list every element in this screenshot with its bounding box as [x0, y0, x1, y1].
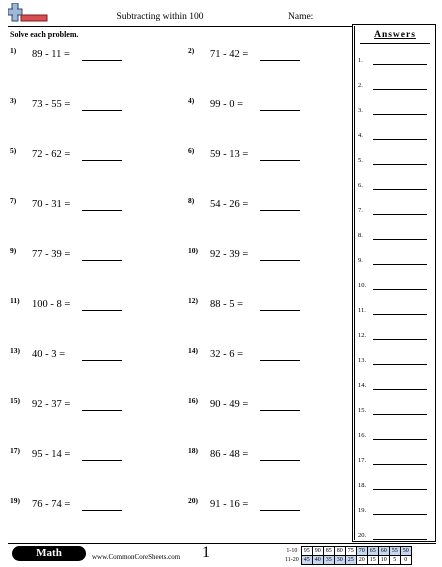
answer-number: 12.	[358, 332, 367, 339]
answer-line[interactable]	[373, 214, 427, 215]
answer-line[interactable]	[373, 364, 427, 365]
score-key-cell: 5	[389, 556, 400, 565]
answer-line[interactable]	[373, 539, 427, 540]
problem-number: 11)	[10, 296, 20, 305]
score-key-cell: 25	[345, 556, 356, 565]
answer-blank[interactable]	[82, 410, 122, 411]
answer-number: 2.	[358, 82, 363, 89]
problem-20	[188, 496, 358, 516]
answer-blank[interactable]	[260, 160, 300, 161]
answer-line[interactable]	[373, 439, 427, 440]
problem-15	[10, 396, 180, 416]
answer-row-12	[358, 332, 430, 344]
answer-blank[interactable]	[260, 410, 300, 411]
answers-title-rule	[360, 43, 430, 44]
score-key-cell: 45	[301, 556, 312, 565]
score-key-cell: 30	[334, 556, 345, 565]
answer-row-15	[358, 407, 430, 419]
answer-number: 11.	[358, 307, 366, 314]
problem-expression: 99 - 0 =	[210, 99, 244, 110]
answer-blank[interactable]	[82, 260, 122, 261]
answer-row-14	[358, 382, 430, 394]
problem-expression: 40 - 3 =	[32, 349, 66, 360]
problem-12	[188, 296, 358, 316]
problem-number: 16)	[188, 396, 198, 405]
problem-number: 12)	[188, 296, 198, 305]
score-key-cell: 0	[400, 556, 411, 565]
answer-blank[interactable]	[260, 60, 300, 61]
answer-number: 15.	[358, 407, 367, 414]
answer-number: 1.	[358, 57, 363, 64]
problem-expression: 100 - 8 =	[32, 299, 71, 310]
answer-row-7	[358, 207, 430, 219]
answer-blank[interactable]	[82, 210, 122, 211]
answer-row-2	[358, 82, 430, 94]
answer-line[interactable]	[373, 339, 427, 340]
score-key-cell: 15	[367, 556, 378, 565]
problem-5	[10, 146, 180, 166]
answer-line[interactable]	[373, 64, 427, 65]
answer-line[interactable]	[373, 164, 427, 165]
problem-number: 2)	[188, 46, 195, 55]
problem-expression: 70 - 31 =	[32, 199, 71, 210]
score-key-cell: 55	[389, 547, 400, 556]
answer-row-5	[358, 157, 430, 169]
problem-expression: 91 - 16 =	[210, 499, 249, 510]
instructions: Solve each problem.	[10, 30, 79, 39]
footer-divider	[8, 543, 436, 544]
answer-number: 18.	[358, 482, 367, 489]
score-key-cell: 20	[356, 556, 367, 565]
answer-line[interactable]	[373, 414, 427, 415]
problem-14	[188, 346, 358, 366]
score-key-cell: 70	[356, 547, 367, 556]
answer-line[interactable]	[373, 314, 427, 315]
answer-number: 19.	[358, 507, 367, 514]
problem-expression: 90 - 49 =	[210, 399, 249, 410]
problem-expression: 95 - 14 =	[32, 449, 71, 460]
problem-18	[188, 446, 358, 466]
answer-number: 6.	[358, 182, 363, 189]
answer-row-18	[358, 482, 430, 494]
answer-line[interactable]	[373, 189, 427, 190]
problem-expression: 71 - 42 =	[210, 49, 249, 60]
answer-line[interactable]	[373, 389, 427, 390]
score-key-label: 1-10	[286, 548, 298, 554]
score-key-cell: 95	[301, 547, 312, 556]
answer-row-8	[358, 232, 430, 244]
name-label: Name:	[288, 12, 314, 22]
score-key-cell: 65	[367, 547, 378, 556]
problem-number: 8)	[188, 196, 195, 205]
answer-blank[interactable]	[260, 360, 300, 361]
answer-number: 13.	[358, 357, 367, 364]
score-key-label: 11-20	[285, 557, 299, 563]
score-key-row-2	[284, 556, 411, 565]
problem-expression: 32 - 6 =	[210, 349, 244, 360]
problem-number: 19)	[10, 496, 20, 505]
score-key-cell: 40	[312, 556, 323, 565]
answer-row-1	[358, 57, 430, 69]
problem-number: 14)	[188, 346, 198, 355]
problem-16	[188, 396, 358, 416]
answer-number: 7.	[358, 207, 363, 214]
answer-blank[interactable]	[260, 260, 300, 261]
answer-row-6	[358, 182, 430, 194]
answer-line[interactable]	[373, 264, 427, 265]
answer-row-3	[358, 107, 430, 119]
answer-row-4	[358, 132, 430, 144]
problem-expression: 72 - 62 =	[32, 149, 71, 160]
problem-expression: 77 - 39 =	[32, 249, 71, 260]
score-key-cell: 10	[378, 556, 389, 565]
header-divider	[8, 26, 352, 27]
problem-expression: 76 - 74 =	[32, 499, 71, 510]
score-key-table	[284, 546, 412, 565]
answer-number: 17.	[358, 457, 367, 464]
answer-line[interactable]	[373, 514, 427, 515]
answer-number: 10.	[358, 282, 367, 289]
problem-6	[188, 146, 358, 166]
answer-blank[interactable]	[260, 210, 300, 211]
answer-number: 8.	[358, 232, 363, 239]
answer-blank[interactable]	[82, 460, 122, 461]
answer-line[interactable]	[373, 289, 427, 290]
worksheet-title: Subtracting within 100	[116, 12, 204, 22]
answer-line[interactable]	[373, 114, 427, 115]
answers-panel-divider	[354, 26, 355, 540]
footer-url: www.CommonCoreSheets.com	[92, 553, 181, 561]
problem-number: 6)	[188, 146, 195, 155]
problem-expression: 88 - 5 =	[210, 299, 244, 310]
answer-blank[interactable]	[82, 510, 122, 511]
math-badge: Math	[12, 546, 86, 561]
problem-number: 15)	[10, 396, 20, 405]
problem-number: 13)	[10, 346, 20, 355]
answer-blank[interactable]	[260, 510, 300, 511]
answer-blank[interactable]	[260, 110, 300, 111]
problem-number: 4)	[188, 96, 195, 105]
problem-number: 9)	[10, 246, 17, 255]
score-key-cell: 80	[334, 547, 345, 556]
answer-row-19	[358, 507, 430, 519]
problem-number: 5)	[10, 146, 17, 155]
problem-3	[10, 96, 180, 116]
score-key-cell: 35	[323, 556, 334, 565]
problem-19	[10, 496, 180, 516]
answer-number: 16.	[358, 432, 367, 439]
problem-expression: 54 - 26 =	[210, 199, 249, 210]
answer-line[interactable]	[373, 464, 427, 465]
problem-number: 10)	[188, 246, 198, 255]
answer-line[interactable]	[373, 139, 427, 140]
answer-number: 9.	[358, 257, 363, 264]
problem-8	[188, 196, 358, 216]
answer-blank[interactable]	[260, 310, 300, 311]
problem-expression: 89 - 11 =	[32, 49, 70, 60]
problem-17	[10, 446, 180, 466]
answer-line[interactable]	[373, 89, 427, 90]
answer-row-11	[358, 307, 430, 319]
problem-2	[188, 46, 358, 66]
page-number: 1	[202, 544, 210, 561]
answer-row-16	[358, 432, 430, 444]
answer-line[interactable]	[373, 489, 427, 490]
answers-title: Answers	[374, 30, 416, 40]
score-key-row-1	[284, 547, 411, 556]
answer-row-9	[358, 257, 430, 269]
problem-number: 17)	[10, 446, 20, 455]
answer-blank[interactable]	[82, 60, 122, 61]
score-key-cell: 50	[400, 547, 411, 556]
answer-number: 5.	[358, 157, 363, 164]
answer-line[interactable]	[373, 239, 427, 240]
score-key-cell: 85	[323, 547, 334, 556]
problem-expression: 86 - 48 =	[210, 449, 249, 460]
problem-number: 18)	[188, 446, 198, 455]
problem-1	[10, 46, 180, 66]
problem-number: 3)	[10, 96, 17, 105]
answer-blank[interactable]	[82, 310, 122, 311]
score-key-cell: 75	[345, 547, 356, 556]
problem-expression: 73 - 55 =	[32, 99, 71, 110]
score-key-cell: 60	[378, 547, 389, 556]
problem-10	[188, 246, 358, 266]
problem-number: 1)	[10, 46, 17, 55]
answer-blank[interactable]	[82, 160, 122, 161]
problem-number: 7)	[10, 196, 17, 205]
problem-4	[188, 96, 358, 116]
answer-blank[interactable]	[82, 110, 122, 111]
answer-number: 20.	[358, 532, 367, 539]
answer-blank[interactable]	[82, 360, 122, 361]
problem-expression: 92 - 39 =	[210, 249, 249, 260]
problem-11	[10, 296, 180, 316]
problem-expression: 59 - 13 =	[210, 149, 249, 160]
answer-row-10	[358, 282, 430, 294]
answer-row-17	[358, 457, 430, 469]
answer-row-13	[358, 357, 430, 369]
problem-13	[10, 346, 180, 366]
problem-7	[10, 196, 180, 216]
problem-expression: 92 - 37 =	[32, 399, 71, 410]
answer-number: 14.	[358, 382, 367, 389]
answer-number: 3.	[358, 107, 363, 114]
answer-number: 4.	[358, 132, 363, 139]
problem-9	[10, 246, 180, 266]
answer-blank[interactable]	[260, 460, 300, 461]
problem-number: 20)	[188, 496, 198, 505]
score-key-cell: 90	[312, 547, 323, 556]
